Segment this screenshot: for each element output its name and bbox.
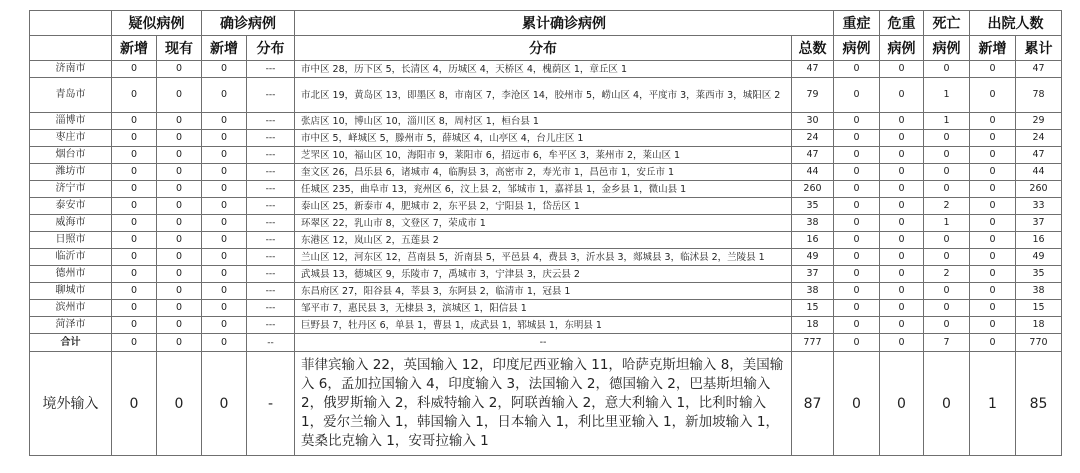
table-body	[30, 61, 1062, 456]
header-cumulative-total: 总数	[792, 36, 834, 61]
cumulative-distribution: 芝罘区 10，福山区 10，海阳市 9，莱阳市 6，招远市 6，牟平区 3，莱州市 2，莱山区 1	[295, 147, 792, 164]
severe-count: 0	[834, 181, 880, 198]
severe-count: 0	[834, 232, 880, 249]
critical-count: 0	[880, 249, 924, 266]
discharged-new: 0	[970, 198, 1016, 215]
suspected-current: 0	[157, 317, 202, 334]
discharged-cumulative: 37	[1016, 215, 1062, 232]
death-count: 1	[924, 78, 970, 113]
suspected-current: 0	[157, 164, 202, 181]
header-death-bottom: 病例	[924, 36, 970, 61]
suspected-current: 0	[157, 300, 202, 317]
total-cumulative-total: 777	[792, 334, 834, 352]
suspected-new: 0	[112, 283, 157, 300]
critical-count: 0	[880, 266, 924, 283]
cumulative-total: 38	[792, 283, 834, 300]
confirmed-distribution: ---	[247, 283, 295, 300]
header-row-2	[30, 36, 1062, 61]
discharged-new: 0	[970, 78, 1016, 113]
discharged-new: 0	[970, 147, 1016, 164]
table-row	[30, 283, 1062, 300]
severe-count: 0	[834, 283, 880, 300]
header-cumulative-distribution: 分布	[295, 36, 792, 61]
discharged-cumulative: 35	[1016, 266, 1062, 283]
critical-count: 0	[880, 198, 924, 215]
header-suspected-current: 现有	[157, 36, 202, 61]
discharged-cumulative: 44	[1016, 164, 1062, 181]
suspected-new: 0	[112, 249, 157, 266]
suspected-new: 0	[112, 232, 157, 249]
total-confirmed-distribution: --	[247, 334, 295, 352]
confirmed-distribution: ---	[247, 61, 295, 78]
imported-severe-count: 0	[834, 352, 880, 456]
cumulative-total: 35	[792, 198, 834, 215]
suspected-new: 0	[112, 147, 157, 164]
table-row	[30, 164, 1062, 181]
cumulative-total: 16	[792, 232, 834, 249]
total-death-count: 7	[924, 334, 970, 352]
confirmed-new: 0	[202, 164, 247, 181]
imported-suspected-current: 0	[157, 352, 202, 456]
total-suspected-current: 0	[157, 334, 202, 352]
imported-discharged-new: 1	[970, 352, 1016, 456]
severe-count: 0	[834, 215, 880, 232]
discharged-cumulative: 24	[1016, 130, 1062, 147]
header-cumulative: 累计确诊病例	[295, 11, 834, 36]
city-name: 烟台市	[30, 147, 112, 164]
header-discharged: 出院人数	[970, 11, 1062, 36]
discharged-cumulative: 78	[1016, 78, 1062, 113]
confirmed-distribution: ---	[247, 232, 295, 249]
table-row	[30, 61, 1062, 78]
city-name: 威海市	[30, 215, 112, 232]
cumulative-distribution: 市中区 28，历下区 5，长清区 4，历城区 4，天桥区 4，槐荫区 1，章丘区 1	[295, 61, 792, 78]
cumulative-distribution: 东港区 12，岚山区 2，五莲县 2	[295, 232, 792, 249]
discharged-cumulative: 16	[1016, 232, 1062, 249]
death-count: 0	[924, 164, 970, 181]
imported-suspected-new: 0	[112, 352, 157, 456]
cumulative-total: 260	[792, 181, 834, 198]
discharged-new: 0	[970, 181, 1016, 198]
critical-count: 0	[880, 232, 924, 249]
total-discharged-cumulative: 770	[1016, 334, 1062, 352]
city-name: 济宁市	[30, 181, 112, 198]
suspected-current: 0	[157, 283, 202, 300]
confirmed-distribution: ---	[247, 300, 295, 317]
severe-count: 0	[834, 130, 880, 147]
table-row	[30, 249, 1062, 266]
suspected-new: 0	[112, 61, 157, 78]
header-corner	[30, 11, 112, 36]
suspected-current: 0	[157, 113, 202, 130]
header-critical-bottom: 病例	[880, 36, 924, 61]
cumulative-total: 18	[792, 317, 834, 334]
death-count: 0	[924, 232, 970, 249]
suspected-new: 0	[112, 181, 157, 198]
death-count: 0	[924, 249, 970, 266]
city-name: 青岛市	[30, 78, 112, 113]
city-name: 潍坊市	[30, 164, 112, 181]
cumulative-distribution: 市北区 19，黄岛区 13，即墨区 8，市南区 7，李沧区 14，胶州市 5，崂山区 4，平度市 3，莱西市 3，城阳区 2	[295, 78, 792, 113]
death-count: 0	[924, 300, 970, 317]
severe-count: 0	[834, 164, 880, 181]
suspected-new: 0	[112, 215, 157, 232]
header-suspected: 疑似病例	[112, 11, 202, 36]
suspected-new: 0	[112, 317, 157, 334]
imported-cases-row	[30, 352, 1062, 456]
suspected-current: 0	[157, 198, 202, 215]
critical-count: 0	[880, 300, 924, 317]
cumulative-distribution: 奎文区 26，昌乐县 6，诸城市 4，临朐县 3，高密市 2，寿光市 1，昌邑市 1，安丘市 1	[295, 164, 792, 181]
discharged-cumulative: 33	[1016, 198, 1062, 215]
confirmed-distribution: ---	[247, 198, 295, 215]
cumulative-distribution: 环翠区 22，乳山市 8，文登区 7，荣成市 1	[295, 215, 792, 232]
header-suspected-new: 新增	[112, 36, 157, 61]
suspected-current: 0	[157, 215, 202, 232]
discharged-new: 0	[970, 164, 1016, 181]
critical-count: 0	[880, 317, 924, 334]
table-row	[30, 232, 1062, 249]
discharged-cumulative: 47	[1016, 147, 1062, 164]
confirmed-new: 0	[202, 317, 247, 334]
suspected-new: 0	[112, 266, 157, 283]
imported-confirmed-new: 0	[202, 352, 247, 456]
suspected-new: 0	[112, 113, 157, 130]
discharged-new: 0	[970, 283, 1016, 300]
city-name: 日照市	[30, 232, 112, 249]
imported-critical-count: 0	[880, 352, 924, 456]
city-name: 泰安市	[30, 198, 112, 215]
suspected-new: 0	[112, 130, 157, 147]
confirmed-distribution: ---	[247, 249, 295, 266]
confirmed-new: 0	[202, 249, 247, 266]
cumulative-distribution: 市中区 5，峄城区 5，滕州市 5，薛城区 4，山亭区 4，台儿庄区 1	[295, 130, 792, 147]
death-count: 1	[924, 113, 970, 130]
case-statistics-table-wrapper	[29, 10, 1061, 456]
confirmed-new: 0	[202, 61, 247, 78]
confirmed-new: 0	[202, 181, 247, 198]
confirmed-new: 0	[202, 232, 247, 249]
header-discharged-new: 新增	[970, 36, 1016, 61]
discharged-cumulative: 47	[1016, 61, 1062, 78]
total-discharged-new: 0	[970, 334, 1016, 352]
cumulative-total: 47	[792, 61, 834, 78]
suspected-current: 0	[157, 147, 202, 164]
confirmed-new: 0	[202, 283, 247, 300]
city-name: 淄博市	[30, 113, 112, 130]
suspected-new: 0	[112, 78, 157, 113]
discharged-cumulative: 38	[1016, 283, 1062, 300]
table-row	[30, 113, 1062, 130]
table-row	[30, 147, 1062, 164]
header-row-1	[30, 11, 1062, 36]
severe-count: 0	[834, 78, 880, 113]
confirmed-distribution: ---	[247, 317, 295, 334]
critical-count: 0	[880, 215, 924, 232]
table-row	[30, 300, 1062, 317]
total-severe-count: 0	[834, 334, 880, 352]
header-death-top: 死亡	[924, 11, 970, 36]
critical-count: 0	[880, 164, 924, 181]
discharged-cumulative: 260	[1016, 181, 1062, 198]
total-critical-count: 0	[880, 334, 924, 352]
header-severe-bottom: 病例	[834, 36, 880, 61]
critical-count: 0	[880, 147, 924, 164]
header-confirmed-new: 新增	[202, 36, 247, 61]
suspected-current: 0	[157, 130, 202, 147]
suspected-new: 0	[112, 198, 157, 215]
header-critical-top: 危重	[880, 11, 924, 36]
total-row	[30, 334, 1062, 352]
header-confirmed: 确诊病例	[202, 11, 295, 36]
cumulative-distribution: 泰山区 25，新泰市 4，肥城市 2，东平县 2，宁阳县 1，岱岳区 1	[295, 198, 792, 215]
confirmed-new: 0	[202, 147, 247, 164]
death-count: 0	[924, 130, 970, 147]
cumulative-distribution: 张店区 10，博山区 10，淄川区 8，周村区 1，桓台县 1	[295, 113, 792, 130]
total-label: 合计	[30, 334, 112, 352]
death-count: 0	[924, 147, 970, 164]
death-count: 0	[924, 283, 970, 300]
death-count: 2	[924, 266, 970, 283]
cumulative-total: 24	[792, 130, 834, 147]
cumulative-distribution: 邹平市 7，惠民县 3，无棣县 3，滨城区 1，阳信县 1	[295, 300, 792, 317]
cumulative-distribution: 兰山区 12，河东区 12，莒南县 5，沂南县 5，平邑县 4，费县 3，沂水县 3，郯城县 3，临沭县 2，兰陵县 1	[295, 249, 792, 266]
suspected-current: 0	[157, 232, 202, 249]
city-name: 滨州市	[30, 300, 112, 317]
city-name: 德州市	[30, 266, 112, 283]
discharged-new: 0	[970, 317, 1016, 334]
cumulative-distribution: 东昌府区 27，阳谷县 4，莘县 3，东阿县 2，临清市 1，冠县 1	[295, 283, 792, 300]
discharged-new: 0	[970, 215, 1016, 232]
confirmed-distribution: ---	[247, 181, 295, 198]
death-count: 0	[924, 61, 970, 78]
critical-count: 0	[880, 61, 924, 78]
cumulative-total: 79	[792, 78, 834, 113]
confirmed-new: 0	[202, 215, 247, 232]
suspected-new: 0	[112, 164, 157, 181]
table-row	[30, 181, 1062, 198]
suspected-current: 0	[157, 249, 202, 266]
discharged-cumulative: 18	[1016, 317, 1062, 334]
table-row	[30, 266, 1062, 283]
severe-count: 0	[834, 266, 880, 283]
imported-cumulative-distribution: 菲律宾输入 22，英国输入 12，印度尼西亚输入 11，哈萨克斯坦输入 8，美国输入 6，孟加拉国输入 4，印度输入 3，法国输入 2，德国输入 2，巴基斯坦输入 2，俄罗斯输入 2，科威特输入 2，阿联酋输入 2，意大利输入 1，比利时输入 1，爱尔兰输入 1，韩国输入 1，日本输入 1，利比里亚输入 1，新加坡输入 1，莫桑比克输入 1，安哥拉输入 1	[295, 352, 792, 456]
discharged-new: 0	[970, 61, 1016, 78]
imported-death-count: 0	[924, 352, 970, 456]
critical-count: 0	[880, 130, 924, 147]
critical-count: 0	[880, 181, 924, 198]
discharged-cumulative: 29	[1016, 113, 1062, 130]
header-confirmed-distribution: 分布	[247, 36, 295, 61]
confirmed-distribution: ---	[247, 164, 295, 181]
suspected-current: 0	[157, 181, 202, 198]
confirmed-distribution: ---	[247, 215, 295, 232]
suspected-current: 0	[157, 266, 202, 283]
cumulative-total: 37	[792, 266, 834, 283]
cumulative-distribution: 武城县 13，德城区 9，乐陵市 7，禹城市 3，宁津县 3，庆云县 2	[295, 266, 792, 283]
imported-label: 境外输入	[30, 352, 112, 456]
death-count: 1	[924, 215, 970, 232]
death-count: 0	[924, 181, 970, 198]
cumulative-total: 38	[792, 215, 834, 232]
discharged-new: 0	[970, 300, 1016, 317]
city-name: 枣庄市	[30, 130, 112, 147]
severe-count: 0	[834, 61, 880, 78]
table-row	[30, 215, 1062, 232]
severe-count: 0	[834, 113, 880, 130]
suspected-current: 0	[157, 61, 202, 78]
cumulative-distribution: 任城区 235，曲阜市 13，兖州区 6，汶上县 2，邹城市 1，嘉祥县 1，金乡县 1，微山县 1	[295, 181, 792, 198]
discharged-new: 0	[970, 249, 1016, 266]
confirmed-distribution: ---	[247, 113, 295, 130]
severe-count: 0	[834, 317, 880, 334]
death-count: 0	[924, 317, 970, 334]
imported-cumulative-total: 87	[792, 352, 834, 456]
header-discharged-cumulative: 累计	[1016, 36, 1062, 61]
case-statistics-table	[29, 10, 1062, 456]
confirmed-new: 0	[202, 198, 247, 215]
imported-discharged-cumulative: 85	[1016, 352, 1062, 456]
confirmed-distribution: ---	[247, 147, 295, 164]
city-name: 临沂市	[30, 249, 112, 266]
suspected-current: 0	[157, 78, 202, 113]
total-confirmed-new: 0	[202, 334, 247, 352]
confirmed-distribution: ---	[247, 78, 295, 113]
confirmed-new: 0	[202, 266, 247, 283]
cumulative-total: 44	[792, 164, 834, 181]
discharged-new: 0	[970, 266, 1016, 283]
confirmed-new: 0	[202, 300, 247, 317]
cumulative-total: 47	[792, 147, 834, 164]
confirmed-distribution: ---	[247, 266, 295, 283]
confirmed-new: 0	[202, 78, 247, 113]
cumulative-total: 30	[792, 113, 834, 130]
discharged-cumulative: 15	[1016, 300, 1062, 317]
severe-count: 0	[834, 147, 880, 164]
total-cumulative-distribution: --	[295, 334, 792, 352]
table-row	[30, 317, 1062, 334]
header-corner-2	[30, 36, 112, 61]
total-suspected-new: 0	[112, 334, 157, 352]
critical-count: 0	[880, 113, 924, 130]
suspected-new: 0	[112, 300, 157, 317]
table-row	[30, 130, 1062, 147]
confirmed-new: 0	[202, 130, 247, 147]
discharged-new: 0	[970, 113, 1016, 130]
cumulative-distribution: 巨野县 7，牡丹区 6，单县 1，曹县 1，成武县 1，郓城县 1，东明县 1	[295, 317, 792, 334]
confirmed-new: 0	[202, 113, 247, 130]
city-name: 聊城市	[30, 283, 112, 300]
severe-count: 0	[834, 300, 880, 317]
severe-count: 0	[834, 249, 880, 266]
severe-count: 0	[834, 198, 880, 215]
critical-count: 0	[880, 78, 924, 113]
confirmed-distribution: ---	[247, 130, 295, 147]
critical-count: 0	[880, 283, 924, 300]
table-row	[30, 78, 1062, 113]
city-name: 济南市	[30, 61, 112, 78]
table-row	[30, 198, 1062, 215]
cumulative-total: 49	[792, 249, 834, 266]
imported-confirmed-distribution: -	[247, 352, 295, 456]
cumulative-total: 15	[792, 300, 834, 317]
city-name: 菏泽市	[30, 317, 112, 334]
discharged-new: 0	[970, 130, 1016, 147]
header-severe-top: 重症	[834, 11, 880, 36]
discharged-cumulative: 49	[1016, 249, 1062, 266]
discharged-new: 0	[970, 232, 1016, 249]
death-count: 2	[924, 198, 970, 215]
